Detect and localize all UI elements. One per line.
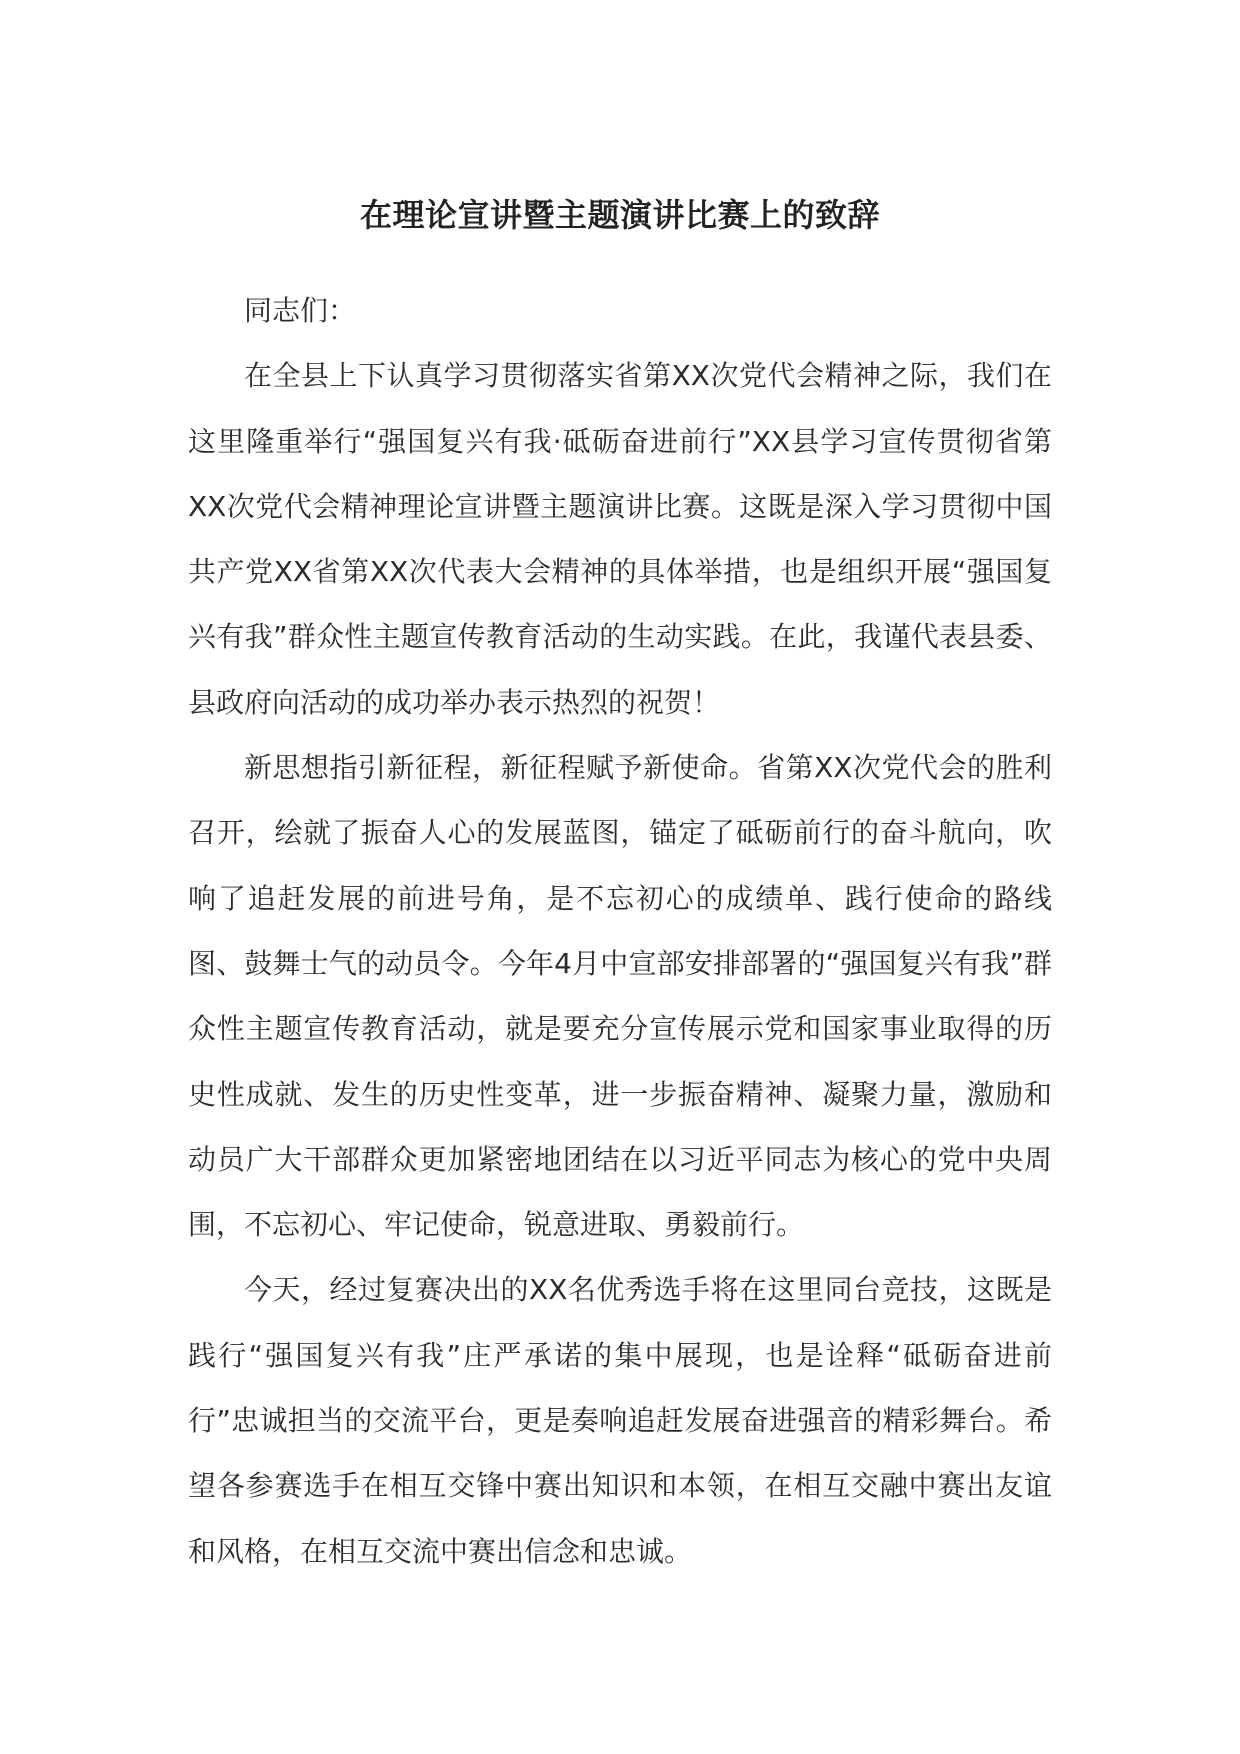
body-paragraph-2: 新思想指引新征程，新征程赋予新使命。省第XX次党代会的胜利召开，绘就了振奋人心的发展蓝图，锚定了砥砺前行的奋斗航向，吹响了追赶发展的前进号角，是不忘初心的成绩单、践行使命的路线图、鼓舞士气的动员令。今年4月中宣部安排部署的“强国复兴有我”群众性主题宣传教育活动，就是要充分宣传展示党和国家事业取得的历史性成就、发生的历史性变革，进一步振奋精神、凝聚力量，激励和动员广大干部群众更加紧密地团结在以习近平同志为核心的党中央周围，不忘初心、牢记使命，锐意进取、勇毅前行。 bbox=[188, 751, 1052, 1242]
body-paragraph-1: 在全县上下认真学习贯彻落实省第XX次党代会精神之际，我们在这里隆重举行“强国复兴有我·砥砺奋进前行”XX县学习宣传贯彻省第XX次党代会精神理论宣讲暨主题演讲比赛。这既是深入学习贯彻中国共产党XX省第XX次代表大会精神的具体举措，也是组织开展“强国复兴有我”群众性主题宣传教育活动的生动实践。在此，我谨代表县委、县政府向活动的成功举办表示热烈的祝贺！ bbox=[188, 359, 1052, 719]
body-paragraph-3: 今天，经过复赛决出的XX名优秀选手将在这里同台竞技，这既是践行“强国复兴有我”庄严承诺的集中展现，也是诠释“砥砺奋进前行”忠诚担当的交流平台，更是奏响追赶发展奋进强音的精彩舞台。希望各参赛选手在相互交锋中赛出知识和本领，在相互交融中赛出友谊和风格，在相互交流中赛出信念和忠诚。 bbox=[188, 1273, 1052, 1568]
document-body bbox=[188, 278, 1052, 1584]
salutation-paragraph: 同志们： bbox=[244, 294, 357, 327]
document-title: 在理论宣讲暨主题演讲比赛上的致辞 bbox=[359, 196, 880, 234]
